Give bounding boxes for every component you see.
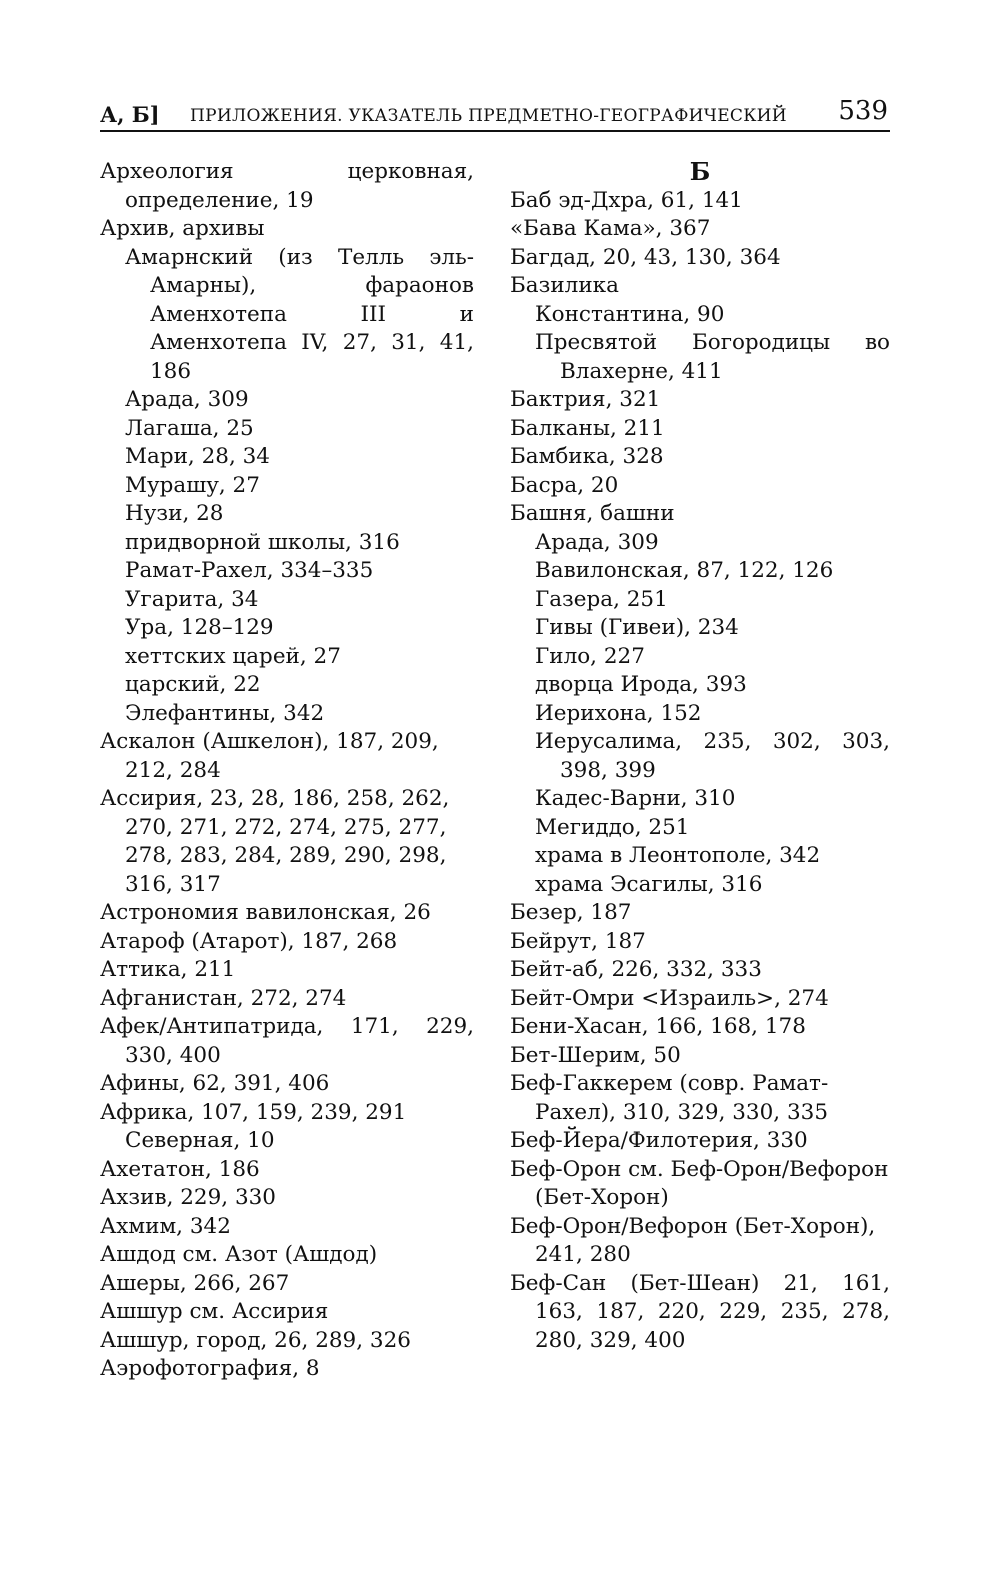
index-subentry: Элефантины, 342: [125, 700, 325, 726]
index-entry: Астрономия вавилонская, 26: [100, 900, 431, 925]
index-entry: Бамбика, 328: [510, 444, 664, 469]
index-entry: Ахетатон, 186: [100, 1156, 260, 1182]
index-entry: Баб эд-Дхра, 61, 141: [510, 187, 743, 213]
index-subentry: Вавилонская, 87, 122, 126: [535, 558, 834, 583]
index-subentry: хеттских царей, 27: [125, 643, 341, 669]
index-subentry: придворной школы, 316: [125, 529, 400, 555]
index-entry: Аэрофотография, 8: [100, 1356, 320, 1381]
running-header: [100, 88, 890, 128]
index-subentry: Газера, 251: [535, 586, 668, 612]
index-entry: Архив, архивы: [100, 216, 265, 241]
index-entry: Аттика, 211: [100, 957, 236, 982]
index-subentry: дворца Ирода, 393: [535, 672, 747, 697]
index-entry: Атароф (Атарот), 187, 268: [100, 928, 398, 954]
index-subentry: храма Эсагилы, 316: [535, 871, 763, 897]
index-subentry: Амарнский (из Телль эль-Амарны), фараонов Аменхотепа III и Аменхотепа IV, 27, 31, 41, 186: [125, 244, 474, 384]
index-subentry: Лагаша, 25: [125, 415, 254, 441]
index-entry: Ахзив, 229, 330: [100, 1185, 276, 1210]
index-entry: «Бава Кама», 367: [510, 216, 711, 241]
index-subentry: Иерихона, 152: [535, 700, 702, 726]
index-entry: Аскалон (Ашкелон), 187, 209, 212, 284: [100, 729, 439, 783]
index-entry: Афины, 62, 391, 406: [100, 1071, 330, 1096]
index-entry: Ашдод см. Азот (Ашдод): [100, 1242, 378, 1267]
index-entry: Беф-Гаккерем (совр. Рамат-Рахел), 310, 329, 330, 335: [510, 1071, 829, 1125]
index-entry: Афек/Антипатрида, 171, 229, 330, 400: [100, 1014, 474, 1068]
index-subentry: Кадес-Варни, 310: [535, 786, 736, 811]
page-number: 539: [838, 96, 888, 126]
index-entry: Беф-Йера/Филотерия, 330: [510, 1128, 808, 1153]
index-subentry: Нузи, 28: [125, 501, 224, 526]
index-entry: Балканы, 211: [510, 415, 665, 441]
index-subentry: Арада, 309: [125, 387, 249, 412]
index-entry: Безер, 187: [510, 900, 632, 925]
index-entry: Бейт-Омри <Израиль>, 274: [510, 985, 829, 1011]
index-entry: Беф-Сан (Бет-Шеан) 21, 161, 163, 187, 220, 229, 235, 278, 280, 329, 400: [510, 1270, 890, 1353]
index-entry: Бактрия, 321: [510, 387, 661, 412]
index-subentry: Рамат-Рахел, 334–335: [125, 558, 374, 583]
index-entries-right: [510, 187, 890, 1356]
index-entry: Базилика: [510, 273, 619, 298]
index-subentry: Ура, 128–129: [125, 615, 274, 640]
index-subentry: Мурашу, 27: [125, 472, 260, 498]
index-entry: Багдад, 20, 43, 130, 364: [510, 244, 781, 270]
index-entry: Басра, 20: [510, 472, 619, 498]
index-entry: Ашшур, город, 26, 289, 326: [100, 1327, 411, 1353]
index-subentry: Гивы (Гивеи), 234: [535, 615, 739, 640]
index-entry: Ашеры, 266, 267: [100, 1270, 290, 1296]
index-entry: Башня, башни: [510, 501, 675, 526]
index-subentry: Арада, 309: [535, 529, 659, 555]
index-entry: Бейрут, 187: [510, 928, 646, 954]
header-title: ПРИЛОЖЕНИЯ. УКАЗАТЕЛЬ ПРЕДМЕТНО-ГЕОГРАФИЧЕСКИЙ: [190, 106, 787, 126]
index-entry: Ахмим, 342: [100, 1213, 231, 1239]
header-rule: [100, 130, 890, 132]
index-subentry: царский, 22: [125, 672, 261, 697]
index-subentry: храма в Леонтополе, 342: [535, 843, 821, 868]
index-subentry: Константина, 90: [535, 301, 725, 327]
index-subentry: Угарита, 34: [125, 586, 259, 612]
index-entry: Африка, 107, 159, 239, 291: [100, 1099, 407, 1125]
index-subentry: Иерусалима, 235, 302, 303, 398, 399: [535, 729, 890, 783]
index-column-left: [100, 158, 474, 1384]
index-subentry: Северная, 10: [125, 1128, 275, 1153]
index-subentry: Пресвятой Богородицы во Влахерне, 411: [535, 330, 890, 384]
index-entry: Афганистан, 272, 274: [100, 985, 347, 1011]
index-subentry: Гило, 227: [535, 643, 645, 669]
index-entry: Беф-Орон/Вефорон (Бет-Хорон), 241, 280: [510, 1213, 876, 1267]
index-column-right: [510, 158, 890, 1355]
index-subentry: Мегиддо, 251: [535, 814, 690, 840]
index-entry: Ассирия, 23, 28, 186, 258, 262, 270, 271, 272, 274, 275, 277, 278, 283, 284, 289, 290, 298, 316, 317: [100, 786, 450, 897]
index-entry: Беф-Орон см. Беф-Орон/Вефорон (Бет-Хорон): [510, 1156, 889, 1210]
index-entry: Бени-Хасан, 166, 168, 178: [510, 1014, 806, 1039]
header-letter-range: А, Б]: [100, 102, 160, 127]
index-entry: Бет-Шерим, 50: [510, 1042, 681, 1068]
index-entry: Археология церковная, определение, 19: [100, 159, 474, 213]
index-subentry: Мари, 28, 34: [125, 444, 270, 469]
section-letter: Б: [689, 157, 711, 186]
index-entry: Бейт-аб, 226, 332, 333: [510, 957, 762, 982]
index-entry: Ашшур см. Ассирия: [100, 1299, 329, 1324]
